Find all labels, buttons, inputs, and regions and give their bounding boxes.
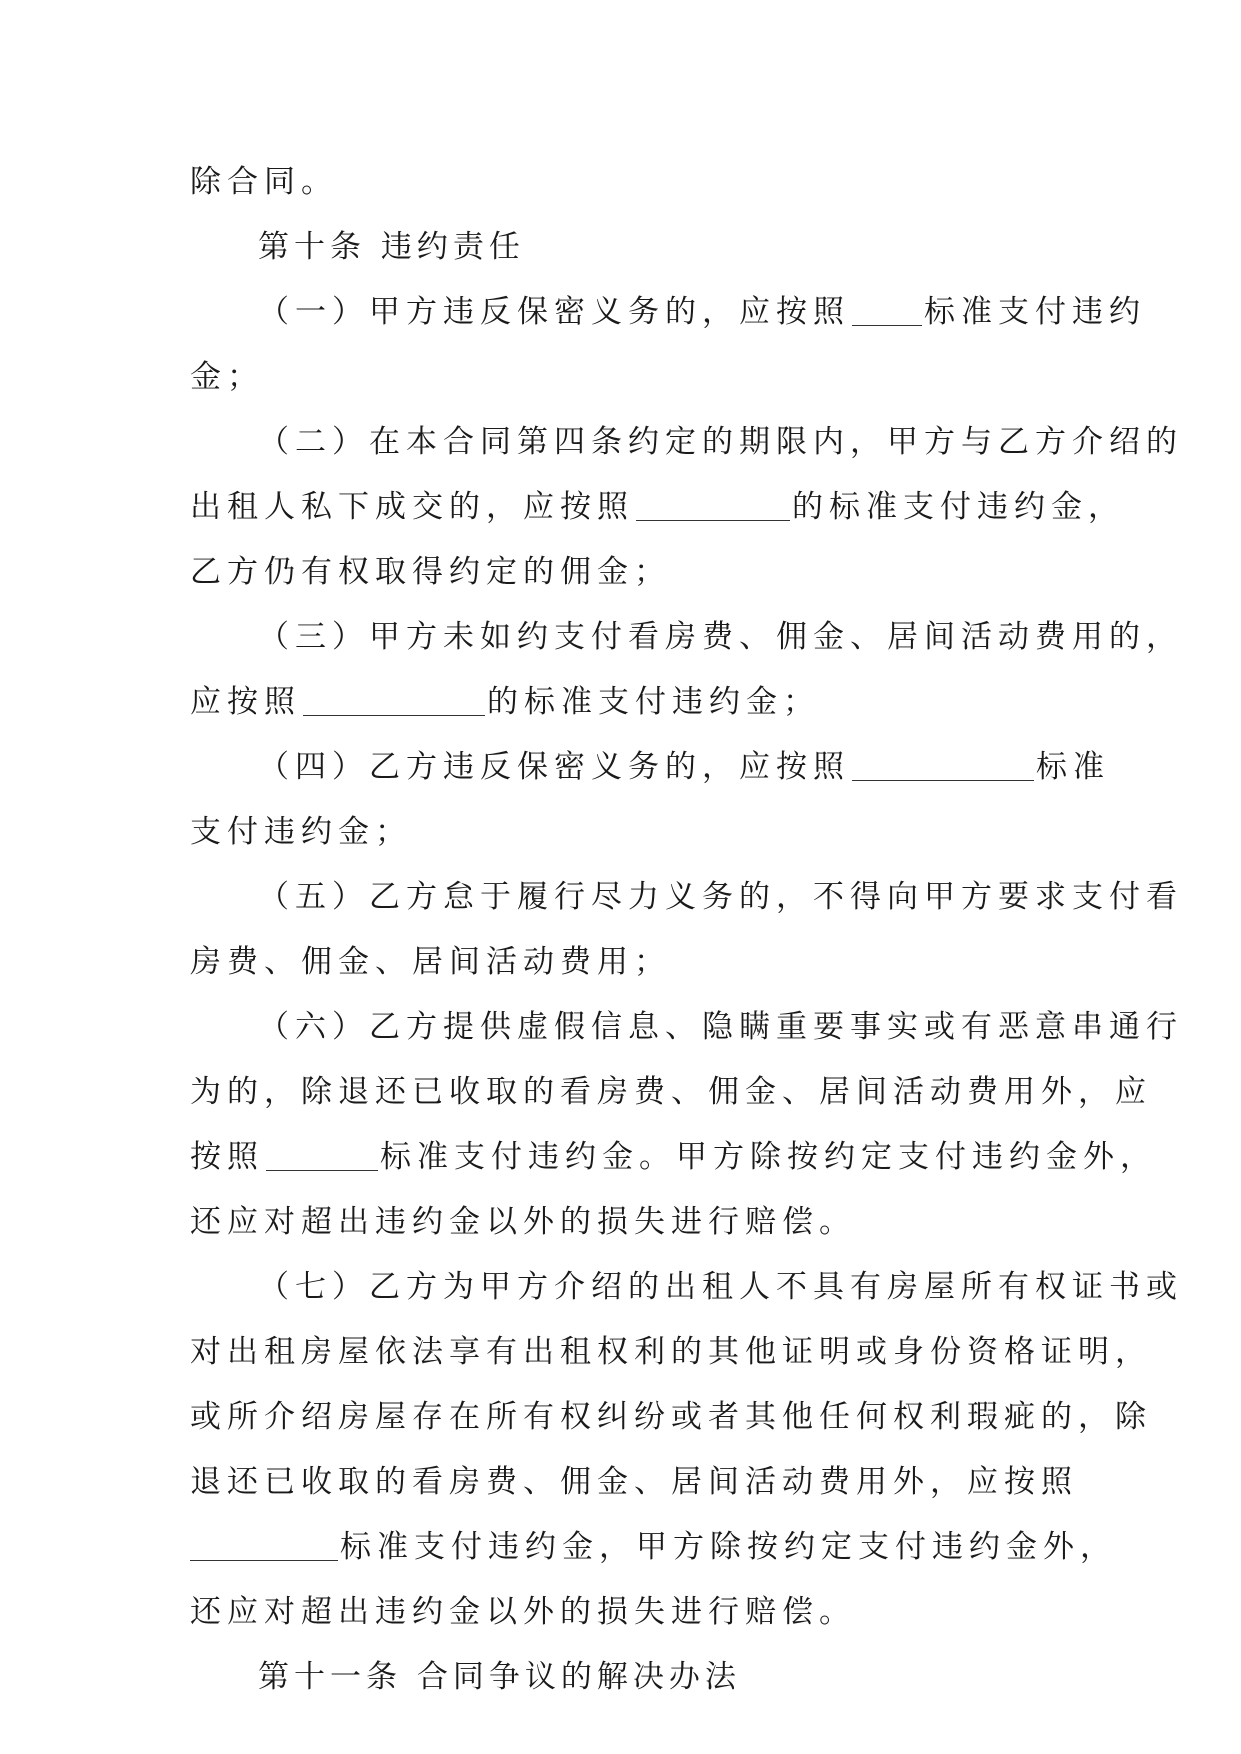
paragraph-line: 除合同。 [190, 164, 338, 200]
fill-in-blank[interactable] [852, 295, 922, 326]
paragraph-line: 乙方仍有权取得约定的佣金； [190, 554, 671, 590]
paragraph-line: 房费、佣金、居间活动费用； [190, 944, 671, 980]
clause-10-4-line [190, 735, 1110, 800]
paragraph-line: 退还已收取的看房费、佣金、居间活动费用外，应按照 [190, 1464, 1078, 1500]
line-text: 的标准支付违约金； [487, 684, 820, 720]
fill-in-blank[interactable] [303, 685, 485, 716]
clause-10-5-line: （五）乙方怠于履行尽力义务的，不得向甲方要求支付看 [258, 879, 1183, 915]
paragraph-line [190, 1515, 1117, 1580]
line-text: 标准支付违约金，甲方除按约定支付违约金外， [340, 1529, 1117, 1565]
fill-in-blank[interactable] [190, 1530, 338, 1561]
line-text: （一）甲方违反保密义务的，应按照 [258, 294, 850, 330]
line-text: 标准 [1036, 749, 1110, 785]
clause-10-3-line: （三）甲方未如约支付看房费、佣金、居间活动费用的， [258, 619, 1183, 655]
paragraph-line: 还应对超出违约金以外的损失进行赔偿。 [190, 1204, 856, 1240]
clause-10-7-line: （七）乙方为甲方介绍的出租人不具有房屋所有权证书或 [258, 1269, 1183, 1305]
clause-10-1-line [190, 280, 1146, 345]
document-page [190, 150, 1183, 1710]
clause-10-6-line: （六）乙方提供虚假信息、隐瞒重要事实或有恶意串通行 [258, 1009, 1183, 1045]
paragraph-line: 支付违约金； [190, 814, 412, 850]
paragraph-line [190, 1125, 1157, 1190]
line-text: 按照 [190, 1139, 264, 1175]
paragraph-line: 为的，除退还已收取的看房费、佣金、居间活动费用外，应 [190, 1074, 1152, 1110]
article-10-heading: 第十条 违约责任 [258, 229, 525, 265]
paragraph-line [190, 475, 1125, 540]
clause-10-2-line: （二）在本合同第四条约定的期限内，甲方与乙方介绍的 [258, 424, 1183, 460]
line-text: 出租人私下成交的，应按照 [190, 489, 634, 525]
paragraph-line: 金； [190, 359, 264, 395]
article-11-heading: 第十一条 合同争议的解决办法 [258, 1659, 741, 1695]
fill-in-blank[interactable] [852, 750, 1034, 781]
paragraph-line: 还应对超出违约金以外的损失进行赔偿。 [190, 1594, 856, 1630]
paragraph-line [190, 670, 1060, 735]
line-text: （四）乙方违反保密义务的，应按照 [258, 749, 850, 785]
fill-in-blank[interactable] [266, 1140, 378, 1171]
line-text: 标准支付违约金。甲方除按约定支付违约金外， [380, 1139, 1157, 1175]
paragraph-line: 或所介绍房屋存在所有权纠纷或者其他任何权利瑕疵的，除 [190, 1399, 1152, 1435]
line-text: 标准支付违约 [924, 294, 1146, 330]
line-text: 的标准支付违约金， [792, 489, 1125, 525]
line-text: 应按照 [190, 684, 301, 720]
fill-in-blank[interactable] [636, 490, 790, 521]
paragraph-line: 对出租房屋依法享有出租权利的其他证明或身份资格证明， [190, 1334, 1152, 1370]
